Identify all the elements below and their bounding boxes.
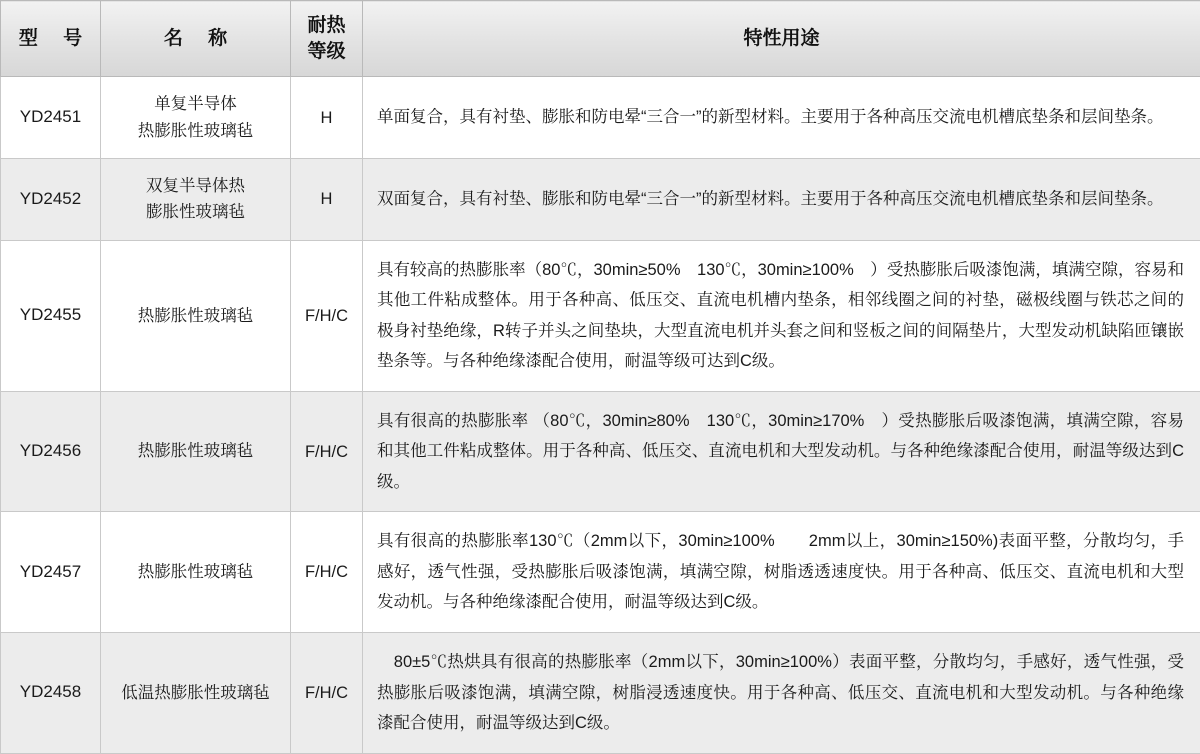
cell-heat-grade: F/H/C — [291, 512, 363, 633]
cell-model: YD2452 — [1, 159, 101, 241]
cell-model: YD2458 — [1, 633, 101, 754]
column-header-model: 型 号 — [1, 1, 101, 77]
column-header-name: 名 称 — [101, 1, 291, 77]
cell-name-line2: 热膨胀性玻璃毡 — [113, 118, 278, 144]
table-header-row — [1, 1, 1200, 77]
cell-name — [101, 391, 291, 512]
table-row — [1, 391, 1200, 512]
cell-name — [101, 159, 291, 241]
column-header-heat-grade-line2: 等级 — [297, 39, 356, 65]
cell-model: YD2456 — [1, 391, 101, 512]
cell-name-line1: 单复半导体 — [113, 91, 278, 117]
cell-description: 单面复合，具有衬垫、膨胀和防电晕“三合一”的新型材料。主要用于各种高压交流电机槽底垫条和层间垫条。 — [363, 77, 1200, 159]
table-row — [1, 77, 1200, 159]
cell-name-line1: 双复半导体热 — [113, 173, 278, 199]
cell-name-line1: 热膨胀性玻璃毡 — [113, 438, 278, 464]
cell-heat-grade: H — [291, 159, 363, 241]
cell-name-line1: 低温热膨胀性玻璃毡 — [113, 680, 278, 706]
table-row — [1, 240, 1200, 391]
cell-model: YD2451 — [1, 77, 101, 159]
table-body — [1, 77, 1200, 753]
cell-name — [101, 633, 291, 754]
cell-model: YD2455 — [1, 240, 101, 391]
column-header-heat-grade-line1: 耐热 — [297, 13, 356, 39]
cell-name — [101, 240, 291, 391]
cell-description: 具有较高的热膨胀率（80℃，30min≥50% 130℃，30min≥100% ）受热膨胀后吸漆饱满，填满空隙，容易和其他工件粘成整体。用于各种高、低压交、直流电机槽内垫条，相邻线圈之间的衬垫，磁极线圈与铁芯之间的极身衬垫绝缘，R转子并头之间垫块，大型直流电机并头套之间和竖板之间的间隔垫片，大型发动机缺陷匝镶嵌垫条等。与各种绝缘漆配合使用，耐温等级可达到C级。 — [363, 240, 1200, 391]
cell-description: 80±5℃热烘具有很高的热膨胀率（2mm以下，30min≥100%）表面平整，分散均匀，手感好，透气性强，受热膨胀后吸漆饱满，填满空隙，树脂浸透速度快。用于各种高、低压交、直流电机和大型发动机。与各种绝缘漆配合使用，耐温等级达到C级。 — [363, 633, 1200, 754]
table-row — [1, 159, 1200, 241]
cell-heat-grade: H — [291, 77, 363, 159]
table-header — [1, 1, 1200, 77]
column-header-description: 特性用途 — [363, 1, 1200, 77]
cell-description: 具有很高的热膨胀率130℃（2mm以下，30min≥100% 2mm以上，30min≥150%)表面平整，分散均匀，手感好，透气性强，受热膨胀后吸漆饱满，填满空隙，树脂透透速度快。用于各种高、低压交、直流电机和大型发动机。与各种绝缘漆配合使用，耐温等级达到C级。 — [363, 512, 1200, 633]
cell-name — [101, 77, 291, 159]
cell-description: 双面复合，具有衬垫、膨胀和防电晕“三合一”的新型材料。主要用于各种高压交流电机槽底垫条和层间垫条。 — [363, 159, 1200, 241]
cell-name-line2: 膨胀性玻璃毡 — [113, 199, 278, 225]
table-row — [1, 633, 1200, 754]
cell-name — [101, 512, 291, 633]
cell-description: 具有很高的热膨胀率 （80℃，30min≥80% 130℃，30min≥170% ）受热膨胀后吸漆饱满，填满空隙，容易和其他工件粘成整体。用于各种高、低压交、直流电机和大型发动机。与各种绝缘漆配合使用，耐温等级达到C级。 — [363, 391, 1200, 512]
cell-name-line1: 热膨胀性玻璃毡 — [113, 303, 278, 329]
cell-name-line1: 热膨胀性玻璃毡 — [113, 559, 278, 585]
cell-heat-grade: F/H/C — [291, 633, 363, 754]
cell-model: YD2457 — [1, 512, 101, 633]
cell-heat-grade: F/H/C — [291, 391, 363, 512]
cell-heat-grade: F/H/C — [291, 240, 363, 391]
column-header-heat-grade — [291, 1, 363, 77]
table-row — [1, 512, 1200, 633]
